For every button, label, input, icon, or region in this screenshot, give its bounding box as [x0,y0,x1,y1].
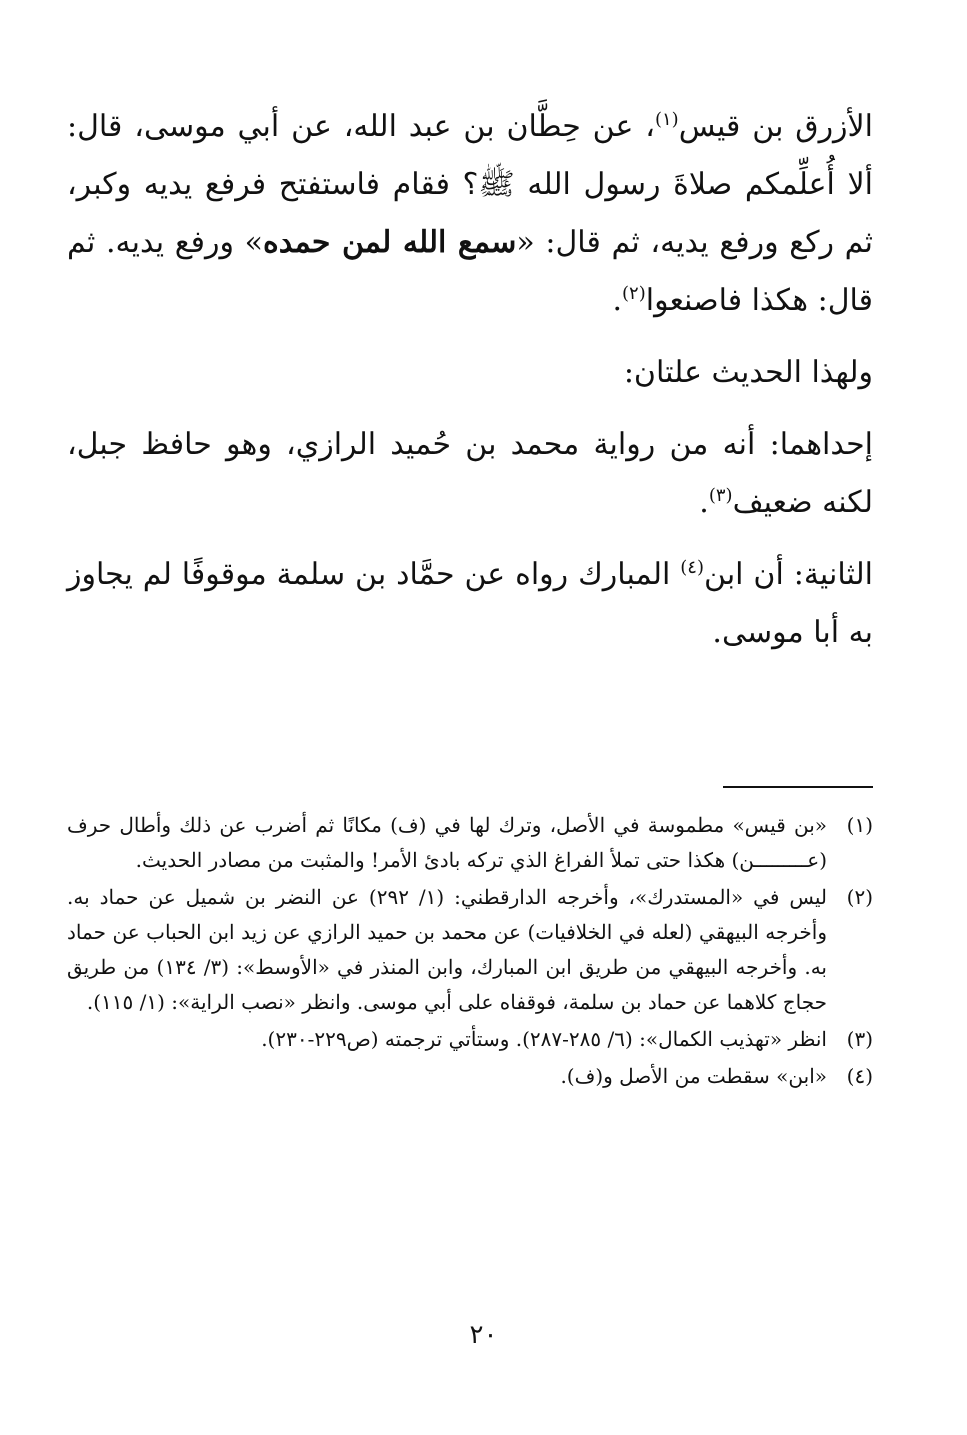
text-segment: . [612,283,623,318]
paragraph-3 [67,416,873,532]
text-segment: المبارك رواه عن حمَّاد بن سلمة موقوفًا لم يجاوز به أبا موسى. [67,557,873,650]
footnote-text: ليس في «المستدرك»، وأخرجه الدارقطني: (١/ ٢٩٢) عن النضر بن شميل عن حماد به. وأخرجه البيهقي (لعله في الخلافيات) عن محمد بن حميد الرازي عن زيد ابن الحباب عن حماد به. وأخرجه البيهقي من طريق ابن المبارك، وابن المنذر في «الأوسط»: (٣/ ١٣٤) من طريق حجاج كلاهما عن حماد بن سلمة، فوقفاه على أبي موسى. وانظر «نصب الراية»: (١/ ١١٥). [67,885,827,1014]
text-segment: الثانية: أن ابن [703,557,873,592]
main-text [67,98,873,662]
text-segment: ، عن حِطَّان بن عبد الله، عن أبي موسى، قال: ألا أُعلِّمكم صلاةَ رسول الله ﷺ؟ فقام فاستفتح فرفع يديه وكبر، ثم ركع ورفع يديه، ثم قال: « [67,109,873,260]
text-segment: » ورفع يديه. ثم قال: هكذا فاصنعوا [67,225,873,318]
footnote-1 [67,808,873,878]
footnote-2 [67,880,873,1020]
paragraph-1 [67,98,873,330]
footnote-4 [67,1059,873,1094]
footnote-number: (٤) [846,1064,873,1088]
bold-quote: سمع الله لمن حمده [263,225,517,260]
footnote-text: «بن قيس» مطموسة في الأصل، وترك لها في (ف) مكانًا ثم أضرب عن ذلك وأطال حرف (عـــــــــن) هكذا حتى تملأ الفراغ الذي تركه بادئ الأمر! والمثبت من مصادر الحديث. [67,813,827,872]
footnote-number: (٢) [846,885,873,909]
footnote-ref-3: (٣) [708,485,733,506]
footnote-text: انظر «تهذيب الكمال»: (٦/ ٢٨٥-٢٨٧). وستأتي ترجمته (ص٢٢٩-٢٣٠). [261,1027,827,1051]
text-segment: إحداهما: أنه من رواية محمد بن حُميد الرازي، وهو حافظ جبل، لكنه ضعيف [67,427,873,520]
footnote-number: (١) [846,813,873,837]
footnote-number: (٣) [846,1027,873,1051]
paragraph-4 [67,546,873,662]
footnote-separator [723,786,873,788]
text-segment: الأزرق بن قيس [678,109,873,144]
footnote-ref-4: (٤) [680,557,704,578]
footnote-text: «ابن» سقطت من الأصل و(ف). [560,1064,827,1088]
footnote-ref-2: (٢) [622,283,646,304]
text-segment: . [699,485,709,520]
footnote-ref-1: (١) [654,109,679,130]
footnote-3 [67,1022,873,1057]
footnotes [67,808,873,1096]
paragraph-2: ولهذا الحديث علتان: [623,355,873,390]
page-number: ٢٠ [469,1320,498,1350]
